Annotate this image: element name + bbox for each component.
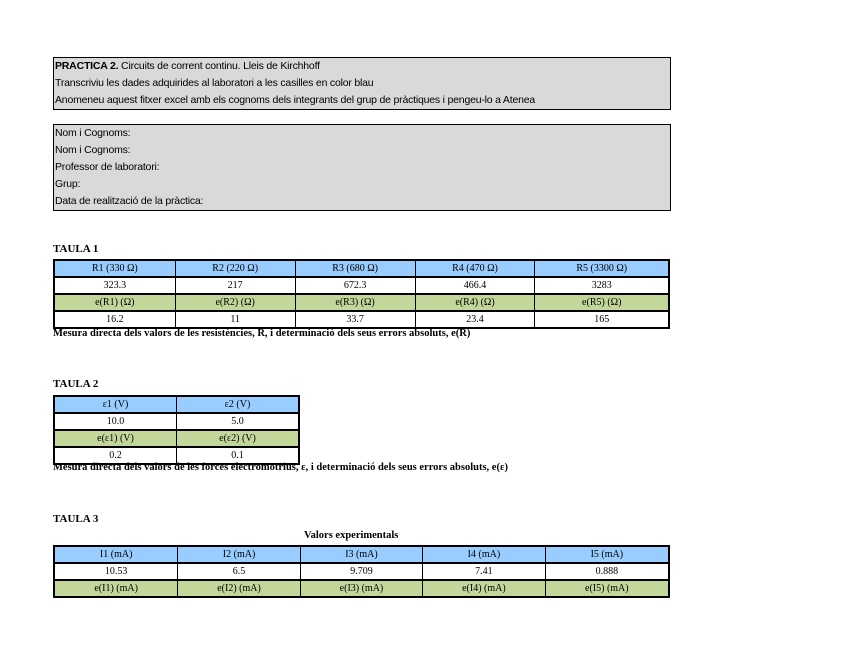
taula3-subtitle: Valors experimentals <box>304 530 399 541</box>
taula1-error-header-cell: e(R5) (Ω) <box>535 294 669 311</box>
intro-title-rest: Circuits de corrent continu. Lleis de Kirchhoff <box>118 60 320 72</box>
taula1-error-cell[interactable]: 165 <box>535 311 669 328</box>
taula1-value-row <box>54 277 669 294</box>
student-info-box <box>53 124 671 211</box>
taula1-error-cell[interactable]: 11 <box>175 311 295 328</box>
taula2-error-header-row <box>54 430 299 447</box>
taula1-value-cell[interactable]: 672.3 <box>295 277 415 294</box>
taula1-heading: TAULA 1 <box>53 243 99 255</box>
taula3-value-cell[interactable]: 0.888 <box>545 563 669 580</box>
group-field[interactable]: Grup: <box>55 178 81 190</box>
taula3-value-cell[interactable]: 7.41 <box>423 563 545 580</box>
date-field[interactable]: Data de realització de la pràctica: <box>55 195 204 207</box>
taula1-value-cell[interactable]: 3283 <box>535 277 669 294</box>
taula1-error-cell[interactable]: 16.2 <box>54 311 175 328</box>
taula1-header-row <box>54 260 669 277</box>
taula3-header-cell: I4 (mA) <box>423 546 545 563</box>
taula1-error-header-cell: e(R1) (Ω) <box>54 294 175 311</box>
taula3-error-header-cell: e(I2) (mA) <box>178 580 300 597</box>
taula2-header-cell: ε1 (V) <box>54 396 177 413</box>
taula3-heading: TAULA 3 <box>53 513 99 525</box>
taula2-error-cell[interactable]: 0.1 <box>177 447 300 464</box>
taula1-error-header-cell: e(R4) (Ω) <box>415 294 535 311</box>
name-field-1[interactable]: Nom i Cognoms: <box>55 127 131 139</box>
taula3-error-header-cell: e(I4) (mA) <box>423 580 545 597</box>
taula1-error-header-row <box>54 294 669 311</box>
taula1-error-cell[interactable]: 23.4 <box>415 311 535 328</box>
taula2-header-row <box>54 396 299 413</box>
taula2-header-cell: ε2 (V) <box>177 396 300 413</box>
taula1-error-cell[interactable]: 33.7 <box>295 311 415 328</box>
taula3-header-row <box>54 546 669 563</box>
taula3-header-cell: I1 (mA) <box>54 546 178 563</box>
taula3-header-cell: I3 (mA) <box>300 546 422 563</box>
taula1-header-cell: R3 (680 Ω) <box>295 260 415 277</box>
taula1-value-cell[interactable]: 466.4 <box>415 277 535 294</box>
taula1-error-header-cell: e(R2) (Ω) <box>175 294 295 311</box>
taula1-table <box>53 259 670 329</box>
taula2-error-header-cell: e(ε1) (V) <box>54 430 177 447</box>
taula1-error-row <box>54 311 669 328</box>
name-field-2[interactable]: Nom i Cognoms: <box>55 144 131 156</box>
taula3-error-header-cell: e(I3) (mA) <box>300 580 422 597</box>
taula3-header-cell: I5 (mA) <box>545 546 669 563</box>
professor-field[interactable]: Professor de laboratori: <box>55 161 160 173</box>
taula3-table <box>53 545 670 598</box>
taula1-error-header-cell: e(R3) (Ω) <box>295 294 415 311</box>
taula1-caption: Mesura directa dels valors de les resistències, R, i determinació dels seus errors absoluts, e(R) <box>53 328 471 339</box>
taula1-header-cell: R2 (220 Ω) <box>175 260 295 277</box>
taula3-error-header-cell: e(I5) (mA) <box>545 580 669 597</box>
taula3-header-cell: I2 (mA) <box>178 546 300 563</box>
taula2-table <box>53 395 300 465</box>
taula2-caption: Mesura directa dels valors de les forces electromotrius, ε, i determinació dels seus errors absoluts, e(ε) <box>53 462 508 473</box>
taula3-value-cell[interactable]: 9.709 <box>300 563 422 580</box>
intro-line-2: Transcriviu les dades adquirides al laboratori a les casilles en color blau <box>55 77 374 89</box>
taula1-header-cell: R4 (470 Ω) <box>415 260 535 277</box>
taula3-value-row <box>54 563 669 580</box>
taula2-error-header-cell: e(ε2) (V) <box>177 430 300 447</box>
taula2-heading: TAULA 2 <box>53 378 99 390</box>
taula3-error-header-row <box>54 580 669 597</box>
intro-box <box>53 57 671 110</box>
taula2-value-cell[interactable]: 5.0 <box>177 413 300 430</box>
taula2-value-row <box>54 413 299 430</box>
taula1-header-cell: R1 (330 Ω) <box>54 260 175 277</box>
intro-title-bold: PRACTICA 2. <box>55 60 119 72</box>
taula2-error-cell[interactable]: 0.2 <box>54 447 177 464</box>
taula1-value-cell[interactable]: 217 <box>175 277 295 294</box>
intro-title-line <box>54 58 670 75</box>
taula3-value-cell[interactable]: 10.53 <box>54 563 178 580</box>
taula1-value-cell[interactable]: 323.3 <box>54 277 175 294</box>
intro-line-3: Anomeneu aquest fitxer excel amb els cognoms dels integrants del grup de pràctiques i pengeu-lo a Atenea <box>55 94 536 106</box>
taula1-header-cell: R5 (3300 Ω) <box>535 260 669 277</box>
taula3-error-header-cell: e(I1) (mA) <box>54 580 178 597</box>
taula2-value-cell[interactable]: 10.0 <box>54 413 177 430</box>
taula3-value-cell[interactable]: 6.5 <box>178 563 300 580</box>
